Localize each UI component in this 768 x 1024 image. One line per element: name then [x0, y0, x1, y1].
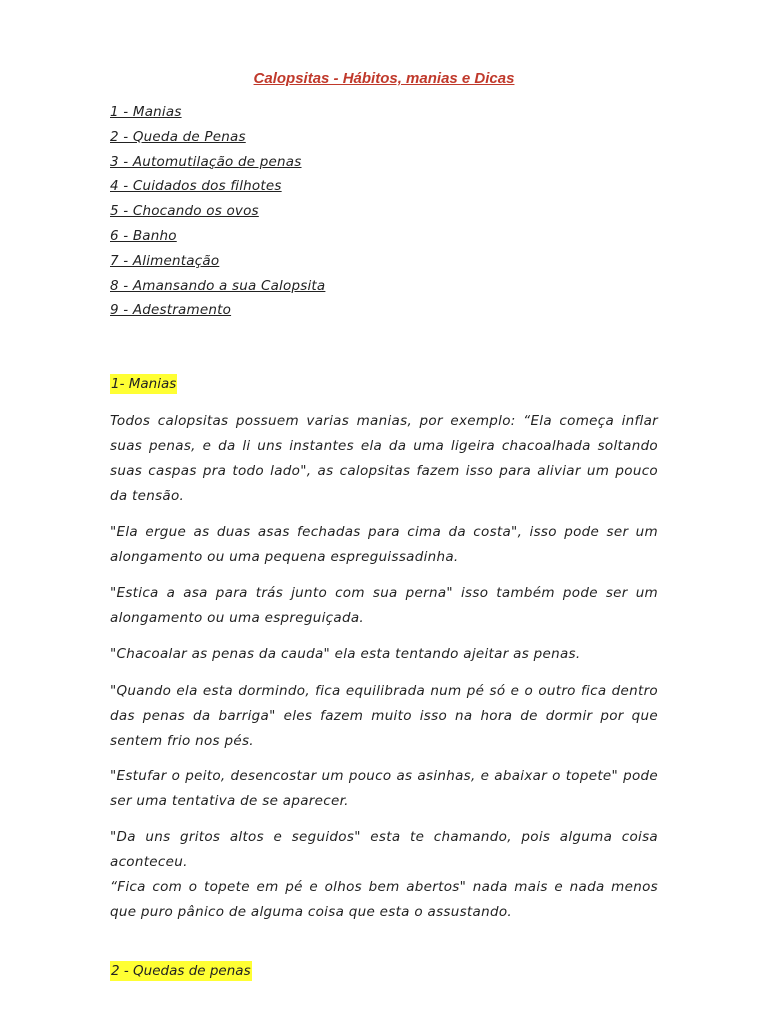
- paragraph: "Estica a asa para trás junto com sua perna" isso também pode ser um alongamento ou uma espreguiçada.: [110, 585, 658, 626]
- toc-item[interactable]: 3 - Automutilação de penas: [110, 153, 302, 170]
- toc-item[interactable]: 6 - Banho: [110, 227, 177, 244]
- paragraph: "Da uns gritos altos e seguidos" esta te chamando, pois alguma coisa aconteceu.: [110, 829, 658, 870]
- table-of-contents: [110, 101, 325, 324]
- toc-item[interactable]: 4 - Cuidados dos filhotes: [110, 178, 282, 195]
- section-heading-quedas: 2 - Quedas de penas: [111, 963, 251, 979]
- toc-item[interactable]: 9 - Adestramento: [110, 302, 232, 319]
- paragraph: Todos calopsitas possuem varias manias, por exemplo: “Ela começa inflar suas penas, e da li uns instantes ela da uma ligeira chacoalhada soltando suas caspas pra todo lado", as calopsitas fazem isso para aliviar um pouco da tensão.: [110, 413, 658, 504]
- paragraph: "Chacoalar as penas da cauda" ela esta tentando ajeitar as penas.: [110, 646, 581, 662]
- toc-item[interactable]: 8 - Amansando a sua Calopsita: [110, 277, 326, 294]
- section-heading-manias: 1- Manias: [111, 376, 177, 392]
- document-title: Calopsitas - Hábitos, manias e Dicas: [253, 70, 515, 87]
- paragraph: "Ela ergue as duas asas fechadas para cima da costa", isso pode ser um alongamento ou uma pequena espreguissadinha.: [110, 524, 658, 565]
- paragraph: "Estufar o peito, desencostar um pouco as asinhas, e abaixar o topete" pode ser uma tentativa de se aparecer.: [110, 768, 658, 809]
- paragraph: “Fica com o topete em pé e olhos bem abertos" nada mais e nada menos que puro pânico de alguma coisa que esta o assustando.: [110, 879, 658, 920]
- paragraph: "Quando ela esta dormindo, fica equilibrada num pé só e o outro fica dentro das penas da barriga" eles fazem muito isso na hora de dormir por que sentem frio nos pés.: [110, 683, 658, 749]
- toc-item[interactable]: 1 - Manias: [110, 104, 182, 120]
- toc-item[interactable]: 7 - Alimentação: [110, 252, 220, 269]
- toc-item[interactable]: 2 - Queda de Penas: [110, 128, 246, 145]
- toc-item[interactable]: 5 - Chocando os ovos: [110, 203, 259, 220]
